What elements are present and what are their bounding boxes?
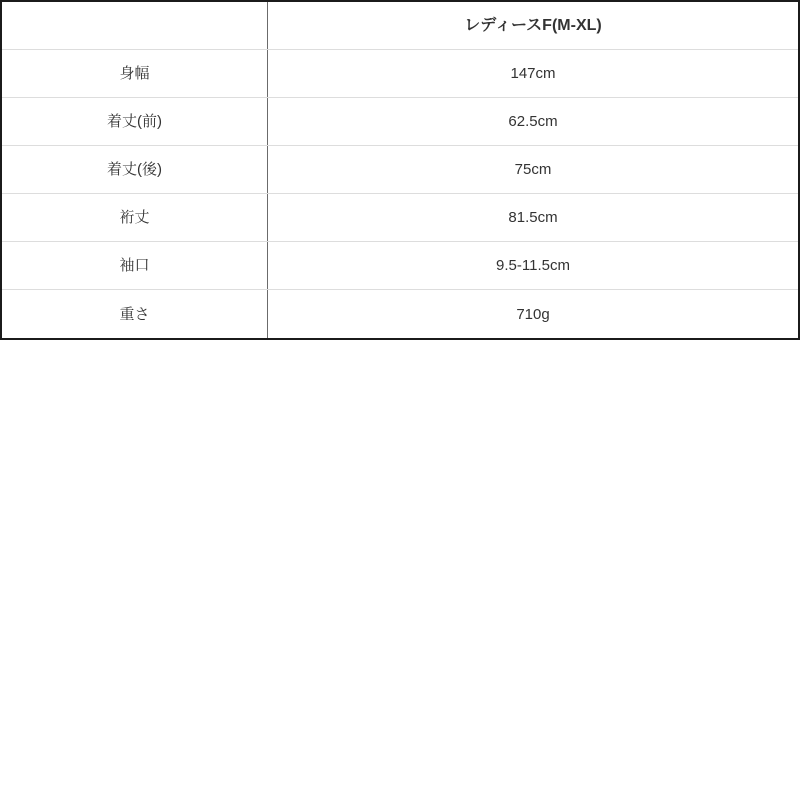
row-value: 147cm <box>268 50 798 97</box>
row-label: 着丈(後) <box>2 146 268 193</box>
table-row-weight <box>2 290 798 338</box>
table-row-kitake-front <box>2 98 798 146</box>
row-label: 着丈(前) <box>2 98 268 145</box>
header-empty-cell <box>2 2 268 49</box>
table-row-yukitake <box>2 194 798 242</box>
header-size-column: レディースF(M-XL) <box>268 2 798 49</box>
size-spec-table <box>0 0 800 340</box>
row-value: 62.5cm <box>268 98 798 145</box>
row-label: 裄丈 <box>2 194 268 241</box>
table-row-sodeguchi <box>2 242 798 290</box>
row-value: 710g <box>268 290 798 338</box>
row-label: 重さ <box>2 290 268 338</box>
table-row-kitake-back <box>2 146 798 194</box>
row-value: 9.5-11.5cm <box>268 242 798 289</box>
table-row-miHaba <box>2 50 798 98</box>
row-value: 81.5cm <box>268 194 798 241</box>
table-header-row <box>2 2 798 50</box>
row-value: 75cm <box>268 146 798 193</box>
row-label: 身幅 <box>2 50 268 97</box>
row-label: 袖口 <box>2 242 268 289</box>
